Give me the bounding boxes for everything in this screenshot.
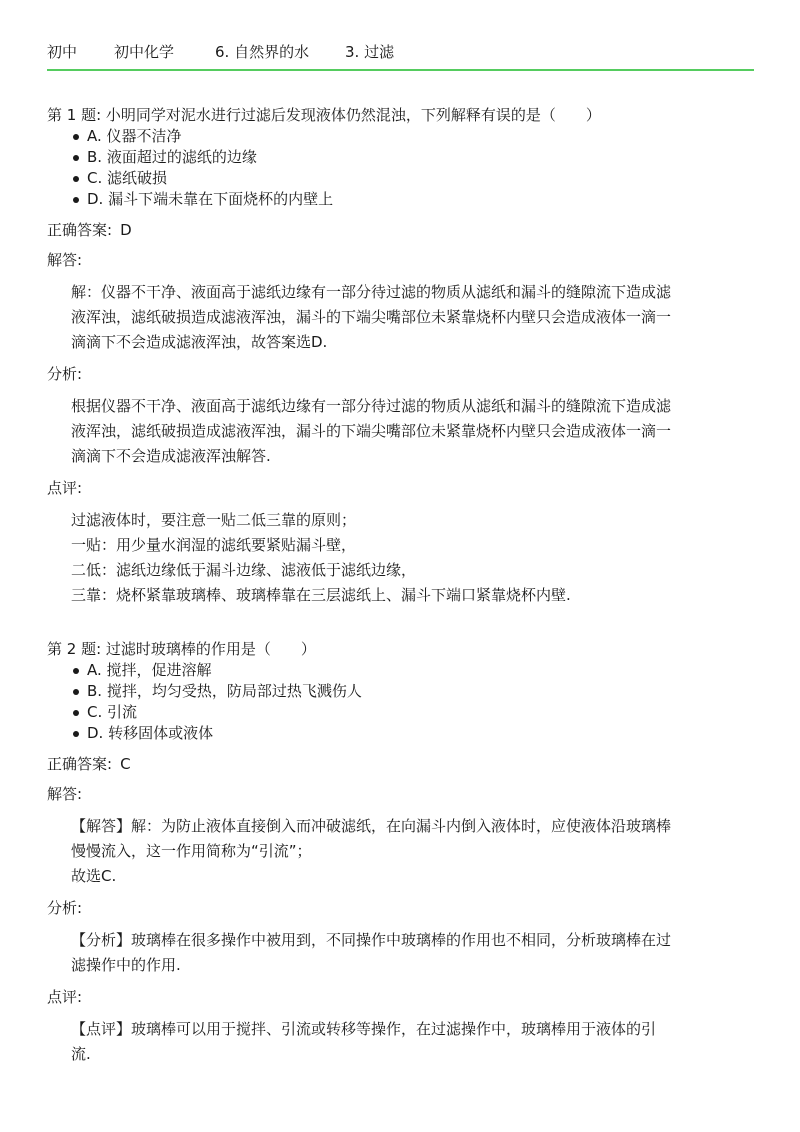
text-line: 慢慢流入，这一作用简称为“引流”； bbox=[71, 842, 312, 860]
text-line: 滴滴下不会造成滤液浑浊，故答案选D. bbox=[71, 333, 328, 351]
solution-text bbox=[47, 814, 754, 889]
option-a: A. 仪器不洁净 bbox=[73, 126, 754, 147]
text-line: 滤操作中的作用. bbox=[71, 956, 181, 974]
analysis-text bbox=[47, 394, 754, 469]
option-c: C. 滤纸破损 bbox=[73, 168, 754, 189]
comment-text bbox=[47, 508, 754, 608]
text-line: 二低：滤纸边缘低于漏斗边缘、滤液低于滤纸边缘， bbox=[71, 561, 417, 579]
option-d: D. 转移固体或液体 bbox=[73, 723, 754, 744]
option-b: B. 液面超过的滤纸的边缘 bbox=[73, 147, 754, 168]
text-line: 【点评】玻璃棒可以用于搅拌、引流或转移等操作，在过滤操作中，玻璃棒用于液体的引 bbox=[71, 1020, 657, 1038]
analysis-text bbox=[47, 928, 754, 978]
text-line: 过滤液体时，要注意一贴二低三靠的原则； bbox=[71, 511, 357, 529]
comment-label: 点评: bbox=[47, 479, 83, 497]
answer-value: D bbox=[120, 221, 132, 239]
comment-text bbox=[47, 1017, 754, 1067]
breadcrumb-level[interactable]: 初中 bbox=[47, 42, 78, 61]
solution-label: 解答: bbox=[47, 785, 83, 803]
text-line: 三靠：烧杯紧靠玻璃棒、玻璃棒靠在三层滤纸上、漏斗下端口紧靠烧杯内壁. bbox=[71, 586, 571, 604]
correct-answer bbox=[47, 753, 754, 775]
option-a: A. 搅拌，促进溶解 bbox=[73, 660, 754, 681]
comment-label: 点评: bbox=[47, 988, 83, 1006]
question-stem: 第 1 题: 小明同学对泥水进行过滤后发现液体仍然混浊，下列解释有误的是（ ） bbox=[47, 106, 601, 124]
correct-answer bbox=[47, 219, 754, 241]
breadcrumb-subject[interactable]: 初中化学 bbox=[114, 42, 175, 61]
question-stem: 第 2 题: 过滤时玻璃棒的作用是（ ） bbox=[47, 640, 316, 658]
text-line: 【分析】玻璃棒在很多操作中被用到，不同操作中玻璃棒的作用也不相同，分析玻璃棒在过 bbox=[71, 931, 672, 949]
text-line: 液浑浊，滤纸破损造成滤液浑浊，漏斗的下端尖嘴部位未紧靠烧杯内壁只会造成液体一滴一 bbox=[71, 422, 672, 440]
breadcrumb-section[interactable]: 3. 过滤 bbox=[345, 42, 395, 61]
analysis-label: 分析: bbox=[47, 365, 83, 383]
option-c: C. 引流 bbox=[73, 702, 754, 723]
answer-label: 正确答案: bbox=[47, 755, 113, 773]
text-line: 流. bbox=[71, 1045, 91, 1063]
option-list bbox=[47, 660, 754, 744]
text-line: 【解答】解：为防止液体直接倒入而冲破滤纸，在向漏斗内倒入液体时，应使液体沿玻璃棒 bbox=[71, 817, 672, 835]
text-line: 根据仪器不干净、液面高于滤纸边缘有一部分待过滤的物质从滤纸和漏斗的缝隙流下造成滤 bbox=[71, 397, 672, 415]
solution-label: 解答: bbox=[47, 251, 83, 269]
solution-text bbox=[47, 280, 754, 355]
text-line: 解：仪器不干净、液面高于滤纸边缘有一部分待过滤的物质从滤纸和漏斗的缝隙流下造成滤 bbox=[71, 283, 672, 301]
header-divider bbox=[47, 69, 754, 71]
text-line: 故选C. bbox=[71, 867, 117, 885]
breadcrumb bbox=[47, 40, 394, 62]
answer-value: C bbox=[120, 755, 131, 773]
breadcrumb-chapter[interactable]: 6. 自然界的水 bbox=[215, 42, 310, 61]
text-line: 一贴：用少量水润湿的滤纸要紧贴漏斗壁， bbox=[71, 536, 357, 554]
option-list bbox=[47, 126, 754, 210]
text-line: 液浑浊，滤纸破损造成滤液浑浊，漏斗的下端尖嘴部位未紧靠烧杯内壁只会造成液体一滴一 bbox=[71, 308, 672, 326]
option-b: B. 搅拌，均匀受热，防局部过热飞溅伤人 bbox=[73, 681, 754, 702]
question-2 bbox=[47, 638, 754, 1067]
analysis-label: 分析: bbox=[47, 899, 83, 917]
text-line: 滴滴下不会造成滤液浑浊解答. bbox=[71, 447, 271, 465]
question-1 bbox=[47, 104, 754, 608]
option-d: D. 漏斗下端未靠在下面烧杯的内壁上 bbox=[73, 189, 754, 210]
answer-label: 正确答案: bbox=[47, 221, 113, 239]
